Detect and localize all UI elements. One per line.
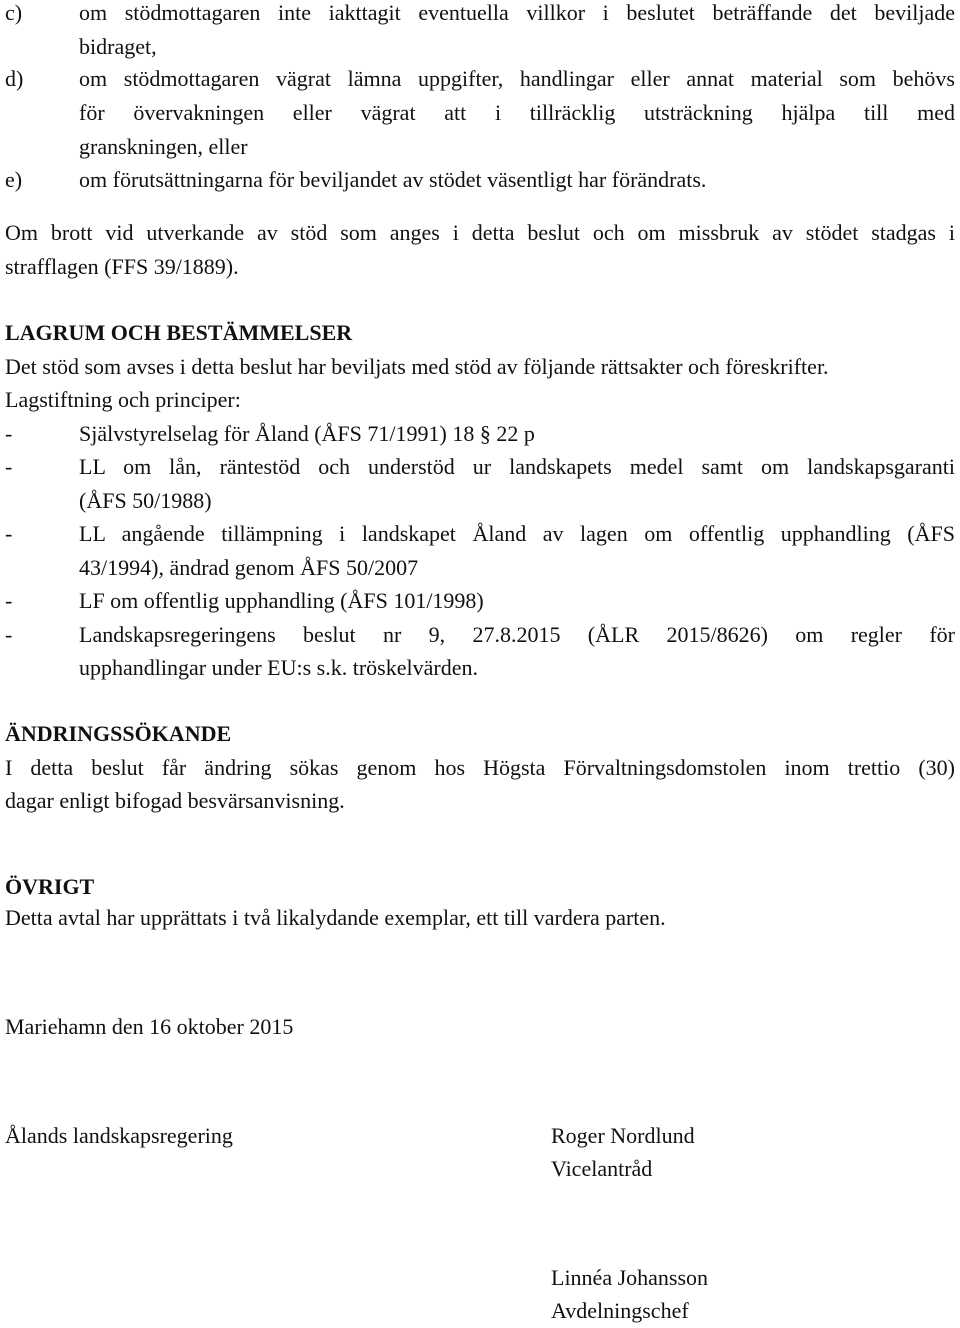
paragraph-line: Om brott vid utverkande av stöd som anges i detta beslut och om missbruk av stödet stadgas i [5,220,955,245]
signer-title: Vicelantråd [551,1156,653,1181]
paragraph-line: I detta beslut får ändring sökas genom hos Högsta Förvaltningsdomstolen inom trettio (30) [5,755,955,780]
list-item-text: för övervakningen eller vägrat att i tillräcklig utsträckning hjälpa till med [79,100,955,125]
list-marker: d) [5,66,24,91]
list-item-text: om stödmottagaren vägrat lämna uppgifter, handlingar eller annat material som behövs [79,66,955,91]
section-heading: ÖVRIGT [5,874,95,899]
section-subheading: Lagstiftning och principer: [5,387,241,412]
paragraph-line: dagar enligt bifogad besvärsanvisning. [5,788,345,813]
section-heading: LAGRUM OCH BESTÄMMELSER [5,320,353,345]
list-dash: - [5,454,13,479]
list-item-text: Landskapsregeringens beslut nr 9, 27.8.2015 (ÅLR 2015/8626) om regler för [79,622,955,647]
list-item-text: 43/1994), ändrad genom ÅFS 50/2007 [79,555,419,580]
list-marker: c) [5,0,23,25]
list-item-text: bidraget, [79,34,157,59]
list-item-text: LF om offentlig upphandling (ÅFS 101/1998) [79,588,484,613]
list-marker: e) [5,167,23,192]
list-item-text: granskningen, eller [79,134,248,159]
section-heading: ÄNDRINGSSÖKANDE [5,721,232,746]
section-intro: Det stöd som avses i detta beslut har beviljats med stöd av följande rättsakter och föreskrifter. [5,354,829,379]
list-dash: - [5,622,13,647]
list-item-text: om förutsättningarna för beviljandet av stödet väsentligt har förändrats. [79,167,707,192]
list-item-text: Självstyrelselag för Åland (ÅFS 71/1991) 18 § 22 p [79,421,535,446]
place-date: Mariehamn den 16 oktober 2015 [5,1014,294,1039]
list-dash: - [5,588,13,613]
list-item-text: upphandlingar under EU:s s.k. tröskelvärden. [79,655,478,680]
signer-name: Roger Nordlund [551,1123,695,1148]
signer-name: Linnéa Johansson [551,1265,709,1290]
paragraph-line: Detta avtal har upprättats i två likalydande exemplar, ett till vardera parten. [5,905,666,930]
list-item-text: (ÅFS 50/1988) [79,488,212,513]
list-item-text: LL om lån, räntestöd och understöd ur landskapets medel samt om landskapsgaranti [79,454,955,479]
list-dash: - [5,521,13,546]
signer-title: Avdelningschef [551,1298,689,1323]
list-item-text: om stödmottagaren inte iakttagit eventuella villkor i beslutet beträffande det beviljade [79,0,955,25]
signing-organization: Ålands landskapsregering [5,1123,233,1148]
paragraph-line: strafflagen (FFS 39/1889). [5,254,239,279]
list-item-text: LL angående tillämpning i landskapet Åland av lagen om offentlig upphandling (ÅFS [79,521,955,546]
list-dash: - [5,421,13,446]
